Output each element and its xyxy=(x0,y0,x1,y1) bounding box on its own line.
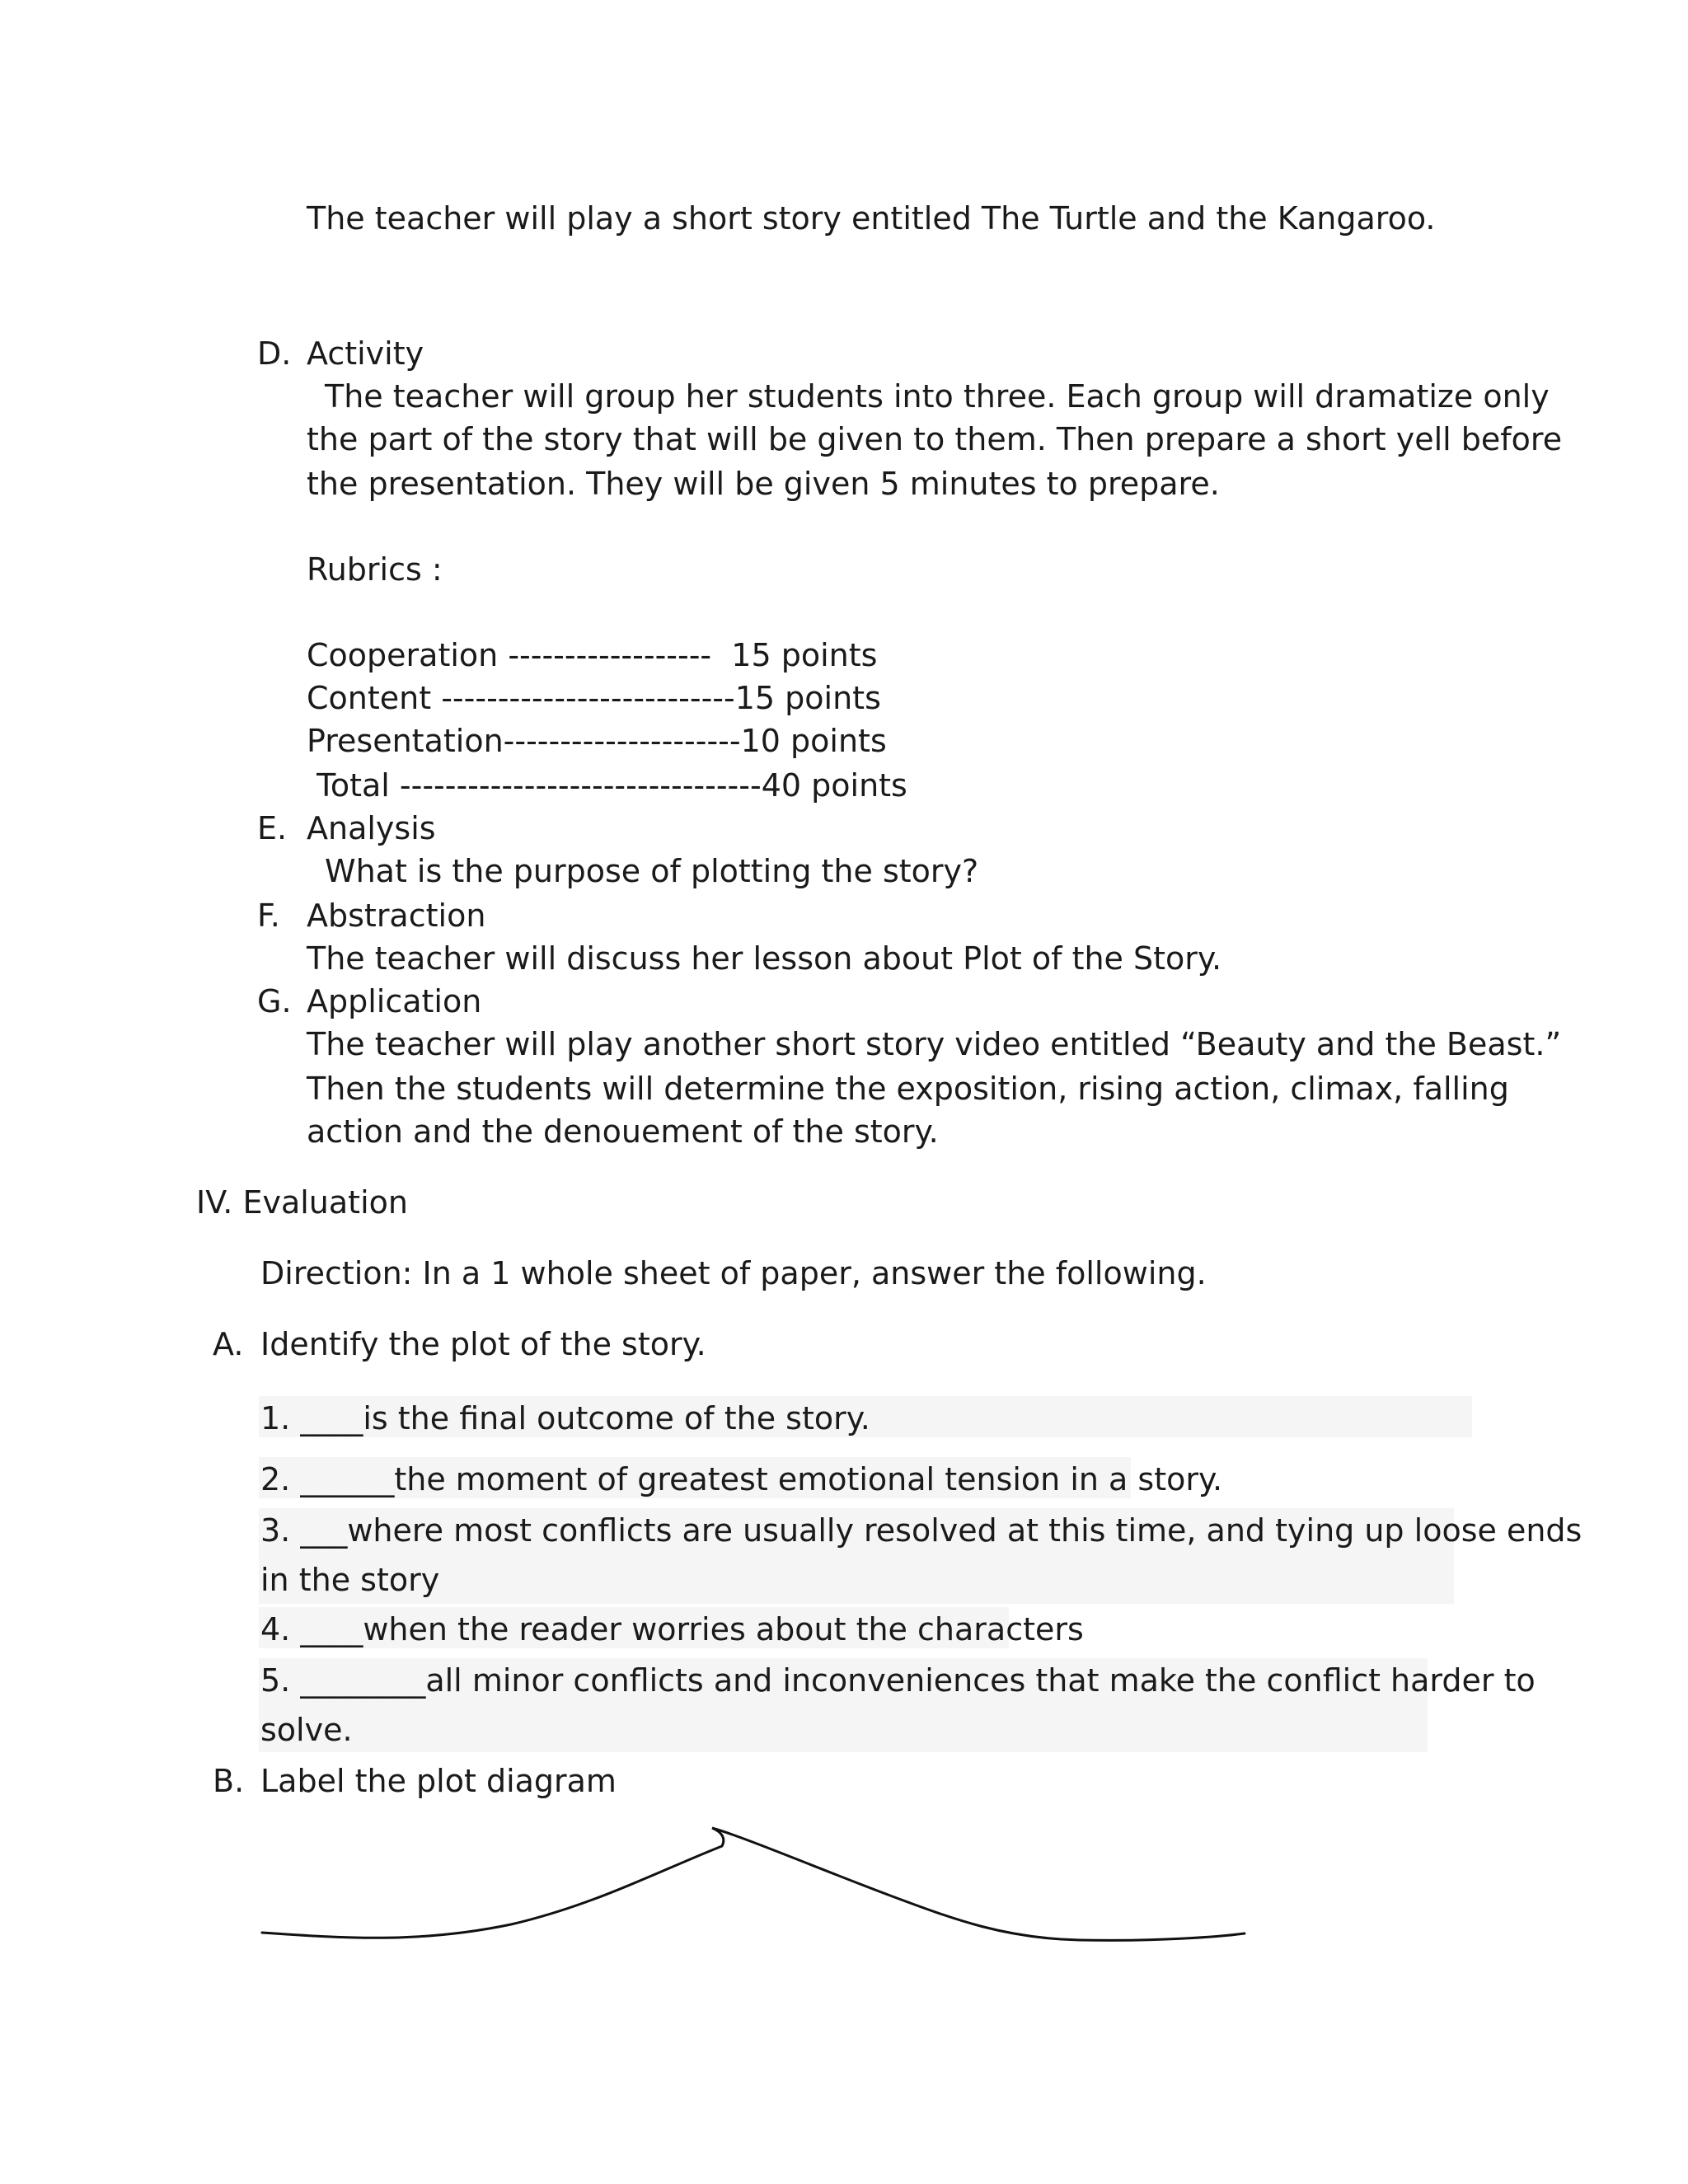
rubric-points: 15 points xyxy=(734,680,881,716)
rubric-criterion: Content xyxy=(307,680,432,716)
analysis-heading: Analysis xyxy=(307,810,436,846)
item-3: 3. ___where most conflicts are usually resolved at this time, and tying up loose ends xyxy=(260,1512,1582,1549)
activity-line-2: the part of the story that will be given to them. Then prepare a short yell before xyxy=(307,421,1563,457)
application-marker: G. xyxy=(257,983,292,1019)
item-4: 4. ____when the reader worries about the characters xyxy=(260,1611,1084,1647)
plot-curve xyxy=(262,1828,1245,1940)
item-5: 5. ________all minor conflicts and inconveniences that make the conflict harder to xyxy=(260,1662,1536,1699)
application-heading: Application xyxy=(307,983,482,1019)
abstraction-text: The teacher will discuss her lesson about Plot of the Story. xyxy=(307,940,1222,977)
part-b-text: Label the plot diagram xyxy=(260,1763,617,1799)
application-line-3: action and the denouement of the story. xyxy=(307,1113,939,1150)
item-5-continued: solve. xyxy=(260,1712,353,1748)
rubric-points: 10 points xyxy=(740,723,887,759)
rubric-criterion: Cooperation xyxy=(307,637,499,673)
rubric-criterion: Total xyxy=(307,767,390,804)
part-a-text: Identify the plot of the story. xyxy=(260,1326,706,1362)
analysis-text: What is the purpose of plotting the story? xyxy=(325,853,979,889)
activity-line-1: The teacher will group her students into three. Each group will dramatize only xyxy=(325,378,1550,415)
rubrics-label: Rubrics : xyxy=(307,551,443,588)
abstraction-marker: F. xyxy=(257,898,280,934)
part-b-marker: B. xyxy=(213,1763,245,1799)
abstraction-heading: Abstraction xyxy=(307,898,486,934)
evaluation-heading: IV. Evaluation xyxy=(196,1184,408,1221)
application-line-1: The teacher will play another short story video entitled “Beauty and the Beast.” xyxy=(307,1026,1562,1062)
rubric-points: 15 points xyxy=(731,637,878,673)
evaluation-direction: Direction: In a 1 whole sheet of paper, answer the following. xyxy=(260,1255,1207,1291)
application-line-2: Then the students will determine the exposition, rising action, climax, falling xyxy=(307,1071,1509,1107)
activity-heading: Activity xyxy=(307,335,424,372)
part-a-marker: A. xyxy=(213,1326,244,1362)
activity-marker: D. xyxy=(257,335,292,372)
rubric-points: 40 points xyxy=(761,767,907,804)
intro-text: The teacher will play a short story entitled The Turtle and the Kangaroo. xyxy=(307,200,1436,237)
item-3-continued: in the story xyxy=(260,1562,440,1598)
rubric-dashes: -------------------------- xyxy=(431,680,735,716)
item-1: 1. ____is the final outcome of the story. xyxy=(260,1400,870,1436)
analysis-marker: E. xyxy=(257,810,288,846)
activity-line-3: the presentation. They will be given 5 minutes to prepare. xyxy=(307,466,1220,502)
rubric-dashes: --------------------- xyxy=(503,723,741,759)
rubric-dashes: ------------------ xyxy=(498,637,732,673)
rubric-dashes: -------------------------------- xyxy=(389,767,762,804)
item-2: 2. ______the moment of greatest emotional tension in a story. xyxy=(260,1461,1223,1497)
rubric-criterion: Presentation xyxy=(307,723,504,759)
